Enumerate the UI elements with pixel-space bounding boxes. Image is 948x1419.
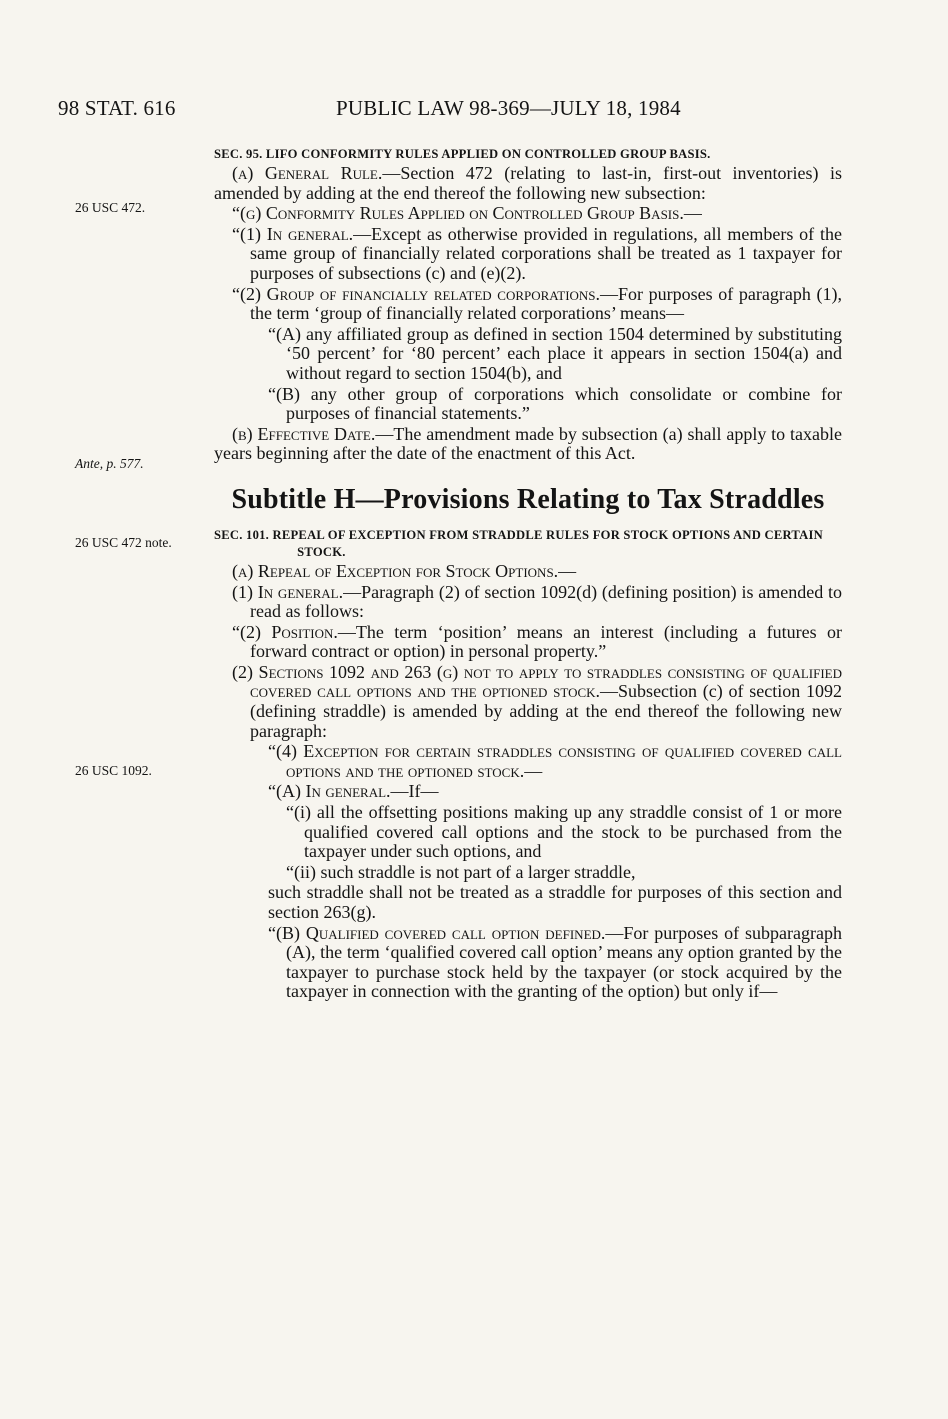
sec95-a-label: (a) General Rule. [232, 163, 383, 183]
sec101-pB-label: “(B) Qualified covered call option defined. [268, 922, 606, 943]
margin-note-usc-472: 26 USC 472. [75, 200, 146, 215]
sec95-subsection-g [214, 204, 842, 224]
sec101-p1-label: (1) In general. [232, 581, 344, 602]
sec95-g1-text: —Except as otherwise provided in regulations, all members of the same group of financially related corporations shall be treated as 1 taxpayer for purposes of subsections (c) and (e)(2). [250, 223, 842, 283]
subtitle-heading: Subtitle H—Provisions Relating to Tax Straddles [231, 483, 825, 515]
statute-body [214, 146, 842, 1003]
sec95-b-label: (b) Effective Date. [232, 423, 376, 444]
margin-note-ante: Ante, p. 577. [75, 456, 144, 471]
sec101-position-text: —The term ‘position’ means an interest (including a futures or forward contract or option) in personal property.” [250, 621, 842, 662]
sec101-new-paragraph-4 [214, 742, 842, 781]
sec101-position-definition [214, 623, 842, 662]
sec101-paragraph-2 [214, 663, 842, 741]
sec101-p1-text: —Paragraph (2) of section 1092(d) (defining position) is amended to read as follows: [250, 581, 842, 622]
page-header-title: PUBLIC LAW 98-369—JULY 18, 1984 [336, 96, 681, 120]
sec101-p2-text: —Subsection (c) of section 1092 (defining straddle) is amended by adding at the end thereof the following new paragraph: [250, 681, 842, 741]
sec101-clause-ii: “(ii) such straddle is not part of a larger straddle, [286, 861, 636, 882]
sec101-position-label: “(2) Position. [232, 621, 338, 642]
sec101-p4-text: — [524, 760, 543, 781]
margin-note-usc-472-note: 26 USC 472 note. [75, 535, 172, 550]
page-stat-reference: 98 STAT. 616 [58, 96, 176, 120]
sec101-clause-i: “(i) all the offsetting positions making up any straddle consist of 1 or more qualified covered call options and the stock to be purchased from the taxpayer under such options, and [286, 802, 842, 862]
sec95-a-text: —Section 472 (relating to last-in, first-out inventories) is amended by adding at the end thereof the following new subsection: [214, 163, 842, 203]
sec95-g-subparagraph-a: “(A) any affiliated group as defined in section 1504 determined by substituting ‘50 percent’ for ‘80 percent’ each place it appears in section 1504(a) and without regard to section 1504(b), and [268, 323, 842, 383]
section-101-heading: SEC. 101. REPEAL OF EXCEPTION FROM STRADDLE RULES FOR STOCK OPTIONS AND CERTAIN STOCK. [214, 527, 823, 559]
margin-note-usc-1092: 26 USC 1092. [75, 763, 152, 778]
sec101-a-label: (a) Repeal of Exception for Stock Options. [232, 560, 559, 581]
sec95-g-label: “(g) Conformity Rules Applied on Controlled Group Basis. [232, 203, 684, 224]
sec95-g2-label: “(2) Group of financially related corporations. [232, 283, 601, 304]
sec95-g-paragraph-2 [214, 285, 842, 324]
section-95-heading: SEC. 95. LIFO CONFORMITY RULES APPLIED ON CONTROLLED GROUP BASIS. [214, 147, 711, 161]
sec95-subsection-b [214, 425, 842, 464]
sec101-subparagraph-a [214, 782, 842, 802]
sec95-g-subparagraph-b: “(B) any other group of corporations which consolidate or combine for purposes of financial statements.” [268, 383, 842, 424]
sec101-after-clauses: such straddle shall not be treated as a straddle for purposes of this section and section 263(g). [268, 882, 842, 922]
sec101-subparagraph-b [214, 924, 842, 1002]
sec95-g-paragraph-1 [214, 225, 842, 284]
sec101-a-text: — [558, 560, 577, 581]
sec95-g1-label: “(1) In general. [232, 223, 354, 244]
sec101-pA-label: “(A) In general. [268, 781, 391, 802]
sec95-b-text: —The amendment made by subsection (a) shall apply to taxable years beginning after the date of the enactment of this Act. [214, 423, 843, 464]
sec95-g2-text: —For purposes of paragraph (1), the term ‘group of financially related corporations’ means— [250, 283, 842, 324]
sec101-pA-text: —If— [390, 781, 439, 802]
sec95-g-text: — [683, 203, 702, 224]
sec101-p2-label: (2) Sections 1092 and 263 (g) not to apply to straddles consisting of qualified covered call options and the optioned stock. [232, 661, 842, 702]
sec101-pB-text: —For purposes of subparagraph (A), the term ‘qualified covered call option’ means any option granted by the taxpayer to purchase stock held by the taxpayer (or stock acquired by the taxpayer in connection with the granting of the option) but only if— [286, 922, 842, 1002]
sec95-subsection-a [214, 164, 842, 203]
sec101-paragraph-1 [214, 583, 842, 622]
sec101-p4-label: “(4) Exception for certain straddles consisting of qualified covered call options and the optioned stock. [268, 741, 842, 781]
sec101-subsection-a [214, 562, 842, 582]
